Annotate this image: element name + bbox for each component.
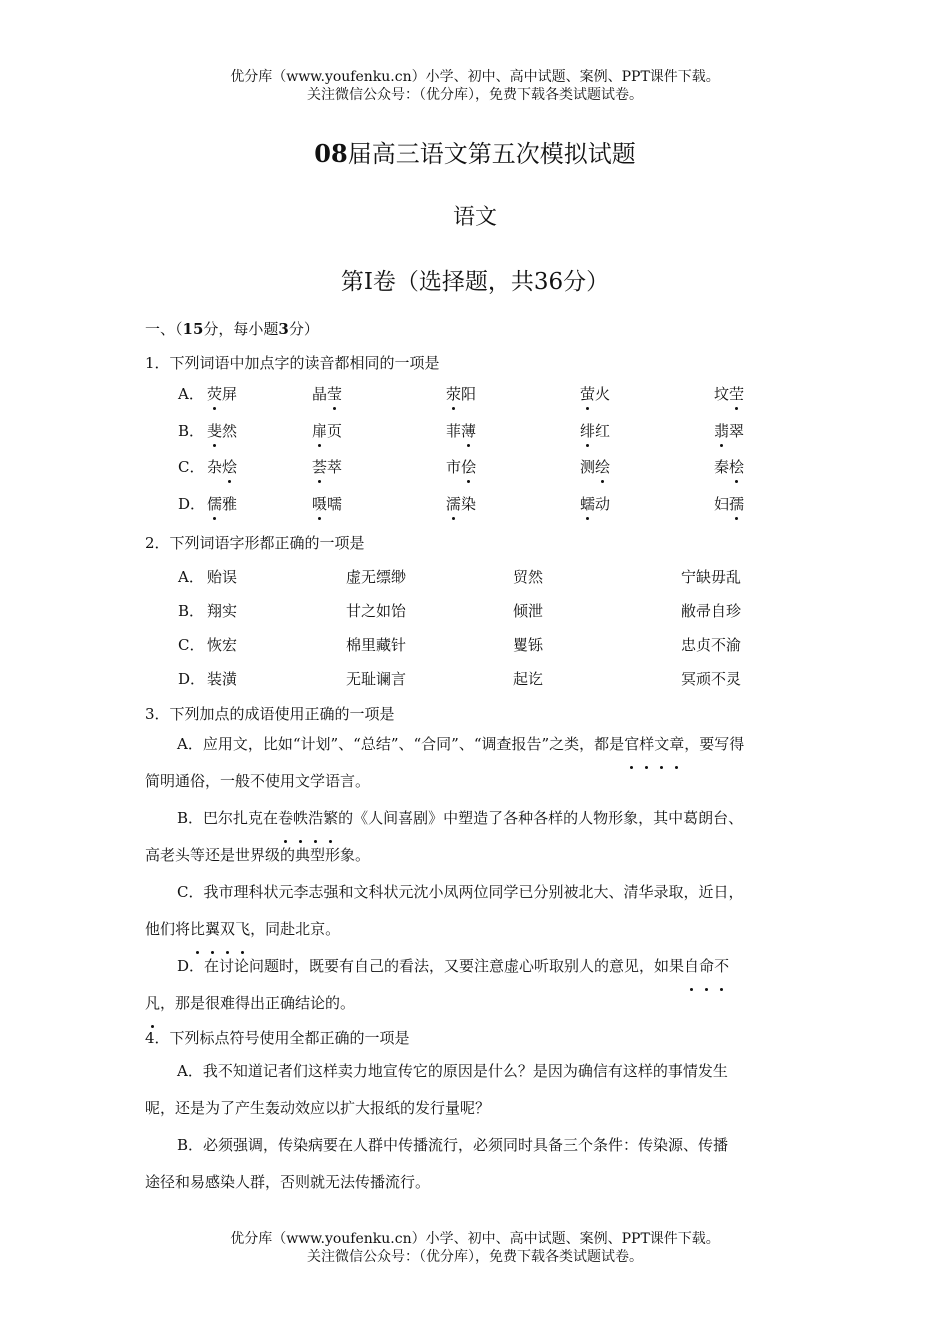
dotted-char: 绯 [580, 422, 596, 440]
q2-word: 恢宏 [207, 636, 238, 654]
dotted-char: 绘 [595, 458, 611, 476]
exam-title [0, 134, 950, 169]
q1-word: 市侩 [446, 458, 477, 476]
question-3-stem: 3．下列加点的成语使用正确的一项是 [145, 705, 395, 723]
volume-title: 第Ⅰ卷（选择题，共36分） [340, 269, 610, 295]
q1-word: 斐然 [207, 422, 238, 440]
dotted-char: 烩 [222, 458, 238, 476]
q4-option-a-line-1: A．我不知道记者们这样卖力地宣传它的原因是什么？是因为确信有这样的事情发生 [177, 1062, 728, 1080]
q2-word: 矍铄 [513, 636, 544, 654]
dotted-char: 不 [714, 948, 729, 985]
question-1-stem: 1．下列词语中加点字的读音都相同的一项是 [145, 354, 440, 372]
q1-word: 濡染 [446, 495, 477, 513]
dotted-char: 章 [669, 726, 684, 763]
q2-word: 倾泄 [513, 602, 544, 620]
q3-option-a-idiom [624, 735, 684, 753]
dotted-char: 翡 [714, 422, 730, 440]
page-footer-line-1: 优分库（www.youfenku.cn）小学、初中、高中试题、案例、PPT课件下载。 [230, 1231, 720, 1247]
dotted-char: 荟 [312, 458, 328, 476]
q1-word: 嗫嚅 [312, 495, 343, 513]
q3-option-d-idiom-part-2 [145, 994, 160, 1012]
q3-option-d-line-2: 凡，那是很难得出正确结论的。 [145, 985, 820, 1022]
dotted-char: 飞 [235, 911, 250, 948]
exam-title-text: 届高三语文第五次模拟试题 [347, 140, 636, 168]
page-footer-line-2: 关注微信公众号：（优分库），免费下载各类试题试卷。 [307, 1249, 643, 1265]
question-3-options [145, 726, 820, 1022]
dotted-char: 帙 [293, 800, 308, 837]
dotted-char: 薄 [461, 422, 477, 440]
exam-title-number: 08 [314, 139, 348, 168]
dotted-char: 萤 [580, 385, 596, 403]
q4-option-a-line-2: 呢，还是为了产生轰动效应以扩大报纸的发行量呢？ [145, 1099, 491, 1117]
dotted-char: 扉 [312, 422, 328, 440]
q3-option-c-idiom [190, 920, 250, 938]
q2-word: 虚无缥缈 [346, 568, 407, 586]
q1-option-label: D． [178, 495, 206, 513]
q1-word: 菲薄 [446, 422, 477, 440]
dotted-char: 茔 [729, 385, 745, 403]
dotted-char: 莹 [327, 385, 343, 403]
q2-word: 贻误 [207, 568, 238, 586]
q1-option-label: A． [178, 385, 204, 403]
q2-option-label: A． [178, 568, 204, 586]
q1-word: 坟茔 [714, 385, 745, 403]
q4-option-b-line-1: B．必须强调，传染病要在人群中传播流行，必须同时具备三个条件：传染源、传播 [177, 1136, 729, 1154]
q3-option-c-line-1: C．我市理科状元李志强和文科状元沈小凤两位同学已分别被北大、清华录取，近日， [177, 883, 744, 901]
q2-word: 装潢 [207, 670, 238, 688]
q2-option-label: D． [178, 670, 206, 688]
q2-word: 宁缺毋乱 [681, 568, 742, 586]
question-2-stem: 2．下列词语字形都正确的一项是 [145, 534, 365, 552]
q3-option-a-line-1: A．应用文，比如“计划”、“总结”、“合同”、“调查报告”之类，都是官样文章，要写得 [145, 726, 820, 763]
q1-word: 翡翠 [714, 422, 745, 440]
q2-word: 翔实 [207, 602, 238, 620]
q3-option-b-idiom [278, 809, 338, 827]
dotted-char: 卷 [278, 800, 293, 837]
dotted-char: 翼 [205, 911, 220, 948]
q1-option-label: C． [178, 458, 205, 476]
q1-word: 杂烩 [207, 458, 238, 476]
dotted-char: 荥 [446, 385, 462, 403]
q3-option-d-line-1: D．在讨论问题时，既要有自己的看法，又要注意虚心听取别人的意见，如果自命不 [145, 948, 820, 985]
q1-word: 测绘 [580, 458, 611, 476]
dotted-char: 自 [684, 948, 699, 985]
dotted-char: 浩 [308, 800, 323, 837]
q2-word: 冥顽不灵 [681, 670, 742, 688]
q3-option-b-line-2: 高老头等还是世界级的典型形象。 [145, 846, 371, 864]
q3-option-c-line-2: 他们将比翼双飞，同赴北京。 [145, 911, 820, 948]
dotted-char: 荧 [207, 385, 223, 403]
q2-word: 甘之如饴 [346, 602, 407, 620]
dotted-char: 官 [624, 726, 639, 763]
section-heading: 一、（15分，每小题3分） [145, 320, 319, 338]
dotted-char: 儒 [207, 495, 223, 513]
dotted-char: 斐 [207, 422, 223, 440]
subject-title: 语文 [452, 205, 497, 230]
dotted-char: 样 [639, 726, 654, 763]
dotted-char: 比 [190, 911, 205, 948]
q3-option-b-line-1: B．巴尔扎克在卷帙浩繁的《人间喜剧》中塑造了各种各样的人物形象，其中葛朗台、 [145, 800, 820, 837]
q4-option-b-line-2: 途径和易感染人群，否则就无法传播流行。 [145, 1173, 431, 1191]
page-header-line-1: 优分库（www.youfenku.cn）小学、初中、高中试题、案例、PPT课件下载。 [230, 69, 720, 85]
q1-option-label: B． [178, 422, 205, 440]
dotted-char: 蠕 [580, 495, 596, 513]
dotted-char: 濡 [446, 495, 462, 513]
q2-option-label: B． [178, 602, 205, 620]
q1-word: 荥阳 [446, 385, 477, 403]
question-4-stem: 4．下列标点符号使用全都正确的一项是 [145, 1029, 410, 1047]
q1-word: 晶莹 [312, 385, 343, 403]
q3-option-a-line-2: 简明通俗，一般不使用文学语言。 [145, 772, 371, 790]
q1-word: 绯红 [580, 422, 611, 440]
q1-word: 萤火 [580, 385, 611, 403]
q1-word: 荟萃 [312, 458, 343, 476]
q3-option-d-idiom-part-1 [684, 957, 729, 975]
q1-word: 扉页 [312, 422, 343, 440]
q1-word: 秦桧 [714, 458, 745, 476]
dotted-char: 孺 [729, 495, 745, 513]
question-4-options [145, 1053, 820, 1201]
q1-word: 荧屏 [207, 385, 238, 403]
q2-word: 敝帚自珍 [681, 602, 742, 620]
page-header-line-2: 关注微信公众号：（优分库），免费下载各类试题试卷。 [307, 87, 643, 103]
q2-word: 起讫 [513, 670, 544, 688]
q2-option-label: C． [178, 636, 205, 654]
dotted-char: 繁 [323, 800, 338, 837]
q1-word: 妇孺 [714, 495, 745, 513]
dotted-char: 双 [220, 911, 235, 948]
dotted-char: 桧 [729, 458, 745, 476]
dotted-char: 侩 [461, 458, 477, 476]
q1-word: 儒雅 [207, 495, 238, 513]
dotted-char: 命 [699, 948, 714, 985]
dotted-char: 凡 [145, 985, 160, 1022]
dotted-char: 嗫 [312, 495, 328, 513]
q2-word: 棉里藏针 [346, 636, 407, 654]
q2-word: 忠贞不渝 [681, 636, 742, 654]
dotted-char: 文 [654, 726, 669, 763]
q1-word: 蠕动 [580, 495, 611, 513]
q2-word: 无耻谰言 [346, 670, 407, 688]
q2-word: 贸然 [513, 568, 544, 586]
